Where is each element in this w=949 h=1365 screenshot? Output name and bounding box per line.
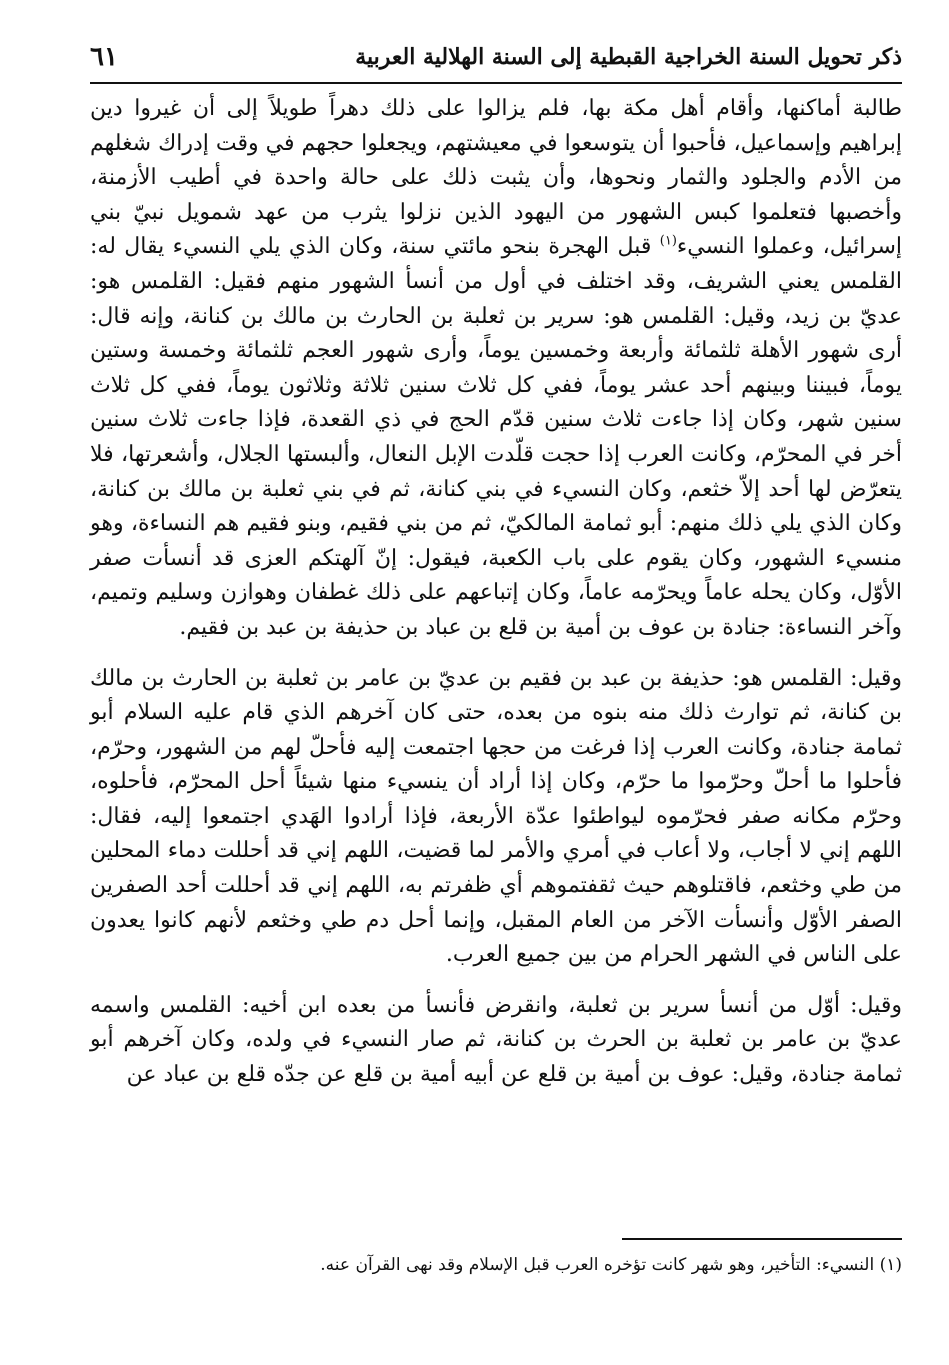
paragraph-1 [90,92,902,646]
paragraph-1-rest: قبل الهجرة بنحو مائتي سنة، وكان الذي يلي النسيء يقال له: القلمس يعني الشريف، وقد اختلف في أول من أنسأ الشهور منهم فقيل: القلمس هو: عديّ بن زيد، وقيل: القلمس هو: سرير بن ثعلبة بن الحارث بن مالك بن كنانة، وإنه قال: أرى شهور الأهلة ثلثمائة وأربعة وخمسين يوماً، وأرى شهور العجم ثلثمائة وخمسة وستين يوماً، فبيننا وبينهم أحد عشر يوماً، ففي كل ثلاث سنين ثلاثة وثلاثون يوماً، ففي كل ثلاث سنين شهر، وكان إذا جاءت ثلاث سنين قدّم الحج في ذي القعدة، فإذا جاءت ثلاث سنين أخر في المحرّم، وكانت العرب إذا حجت قلّدت الإبل النعال، وألبستها الجلال، وأشعرتها، فلا يتعرّض لها أحد إلاّ خثعم، وكان النسيء في بني كنانة، ثم في بني ثعلبة بن مالك بن كنانة، وكان الذي يلي ذلك منهم: أبو ثمامة المالكيّ، ثم من بني فقيم، وبنو فقيم هم النساءة، وهو منسيء الشهور، وكان يقوم على باب الكعبة، فيقول: إنّ آلهتكم العزى قد أنسأت صفر الأوّل، وكان يحله عاماً ويحرّمه عاماً، وكان إتباعهم على ذلك غطفان وهوازن وسليم وتميم، وآخر النساءة: جنادة بن عوف بن أمية بن قلع بن عباد بن حذيفة بن عبد بن فقيم. [90,234,902,640]
footnote-reference: (١) [659,234,677,250]
paragraph-1-start: طالبة أماكنها، وأقام أهل مكة بها، فلم يزالوا على ذلك دهراً طويلاً إلى أن غيروا دين إبراهيم وإسماعيل، فأحبوا أن يتوسعوا في معيشتهم، ويجعلوا حجهم في وقت إدراك شغلهم من الأدم والجلود والثمار ونحوها، وأن يثبت ذلك على حالة واحدة في أطيب الأزمنة، وأخصبها فتعلموا كبس الشهور من اليهود الذين نزلوا يثرب من عهد شمويل نبيّ بني إسرائيل، وعملوا النسيء [90,96,902,260]
running-header [90,32,902,84]
book-page [90,0,902,1365]
header-title: ذكر تحويل السنة الخراجية القبطية إلى السنة الهلالية العربية [355,44,902,70]
main-text [90,92,902,1093]
footnote-divider [622,1238,902,1240]
footnote: (١) النسيء: التأخير، وهو شهر كانت تؤخره العرب قبل الإسلام وقد نهى القرآن عنه. [320,1255,902,1275]
paragraph-2: وقيل: القلمس هو: حذيفة بن عبد بن فقيم بن عديّ بن عامر بن ثعلبة بن الحارث بن مالك بن كنانة، ثم توارث ذلك منه بنوه من بعده، حتى كان آخرهم الذي قام عليه السلام أبو ثمامة جنادة، وكانت العرب إذا فرغت من حجها اجتمعت إليه فأحلّ لهم من الشهور، وحرّم، فأحلوا ما أحلّ وحرّموا ما حرّم، وكان إذا أراد أن ينسيء منها شيئاً أحل المحرّم، فأحلوه، وحرّم مكانه صفر فحرّموه ليواطئوا عدّة الأربعة، فإذا أرادوا الهَدي اجتمعوا إليه، فقال: اللهم إني لا أجاب، ولا أعاب في أمري والأمر لما قضيت، اللهم إني قد أحللت دماء المحلين من طي وخثعم، فاقتلوهم حيث ثقفتموهم أي ظفرتم به، اللهم إني قد أحللت أحد الصفرين الصفر الأوّل وأنسأت الآخر من العام المقبل، وإنما أحل دم طي وخثعم لأنهم كانوا يعدون على الناس في الشهر الحرام من بين جميع العرب. [90,665,902,968]
paragraph-3: وقيل: أوّل من أنسأ سرير بن ثعلبة، وانقرض فأنسأ من بعده ابن أخيه: القلمس واسمه عديّ بن عامر بن ثعلبة بن الحرث بن كنانة، ثم صار النسيء في ولده، وكان آخرهم أبو ثمامة جنادة، وقيل: عوف بن أمية بن قلع عن أبيه أمية بن قلع عن جدّه قلع بن عباد عن [90,992,902,1088]
page-number: ٦١ [90,42,118,72]
